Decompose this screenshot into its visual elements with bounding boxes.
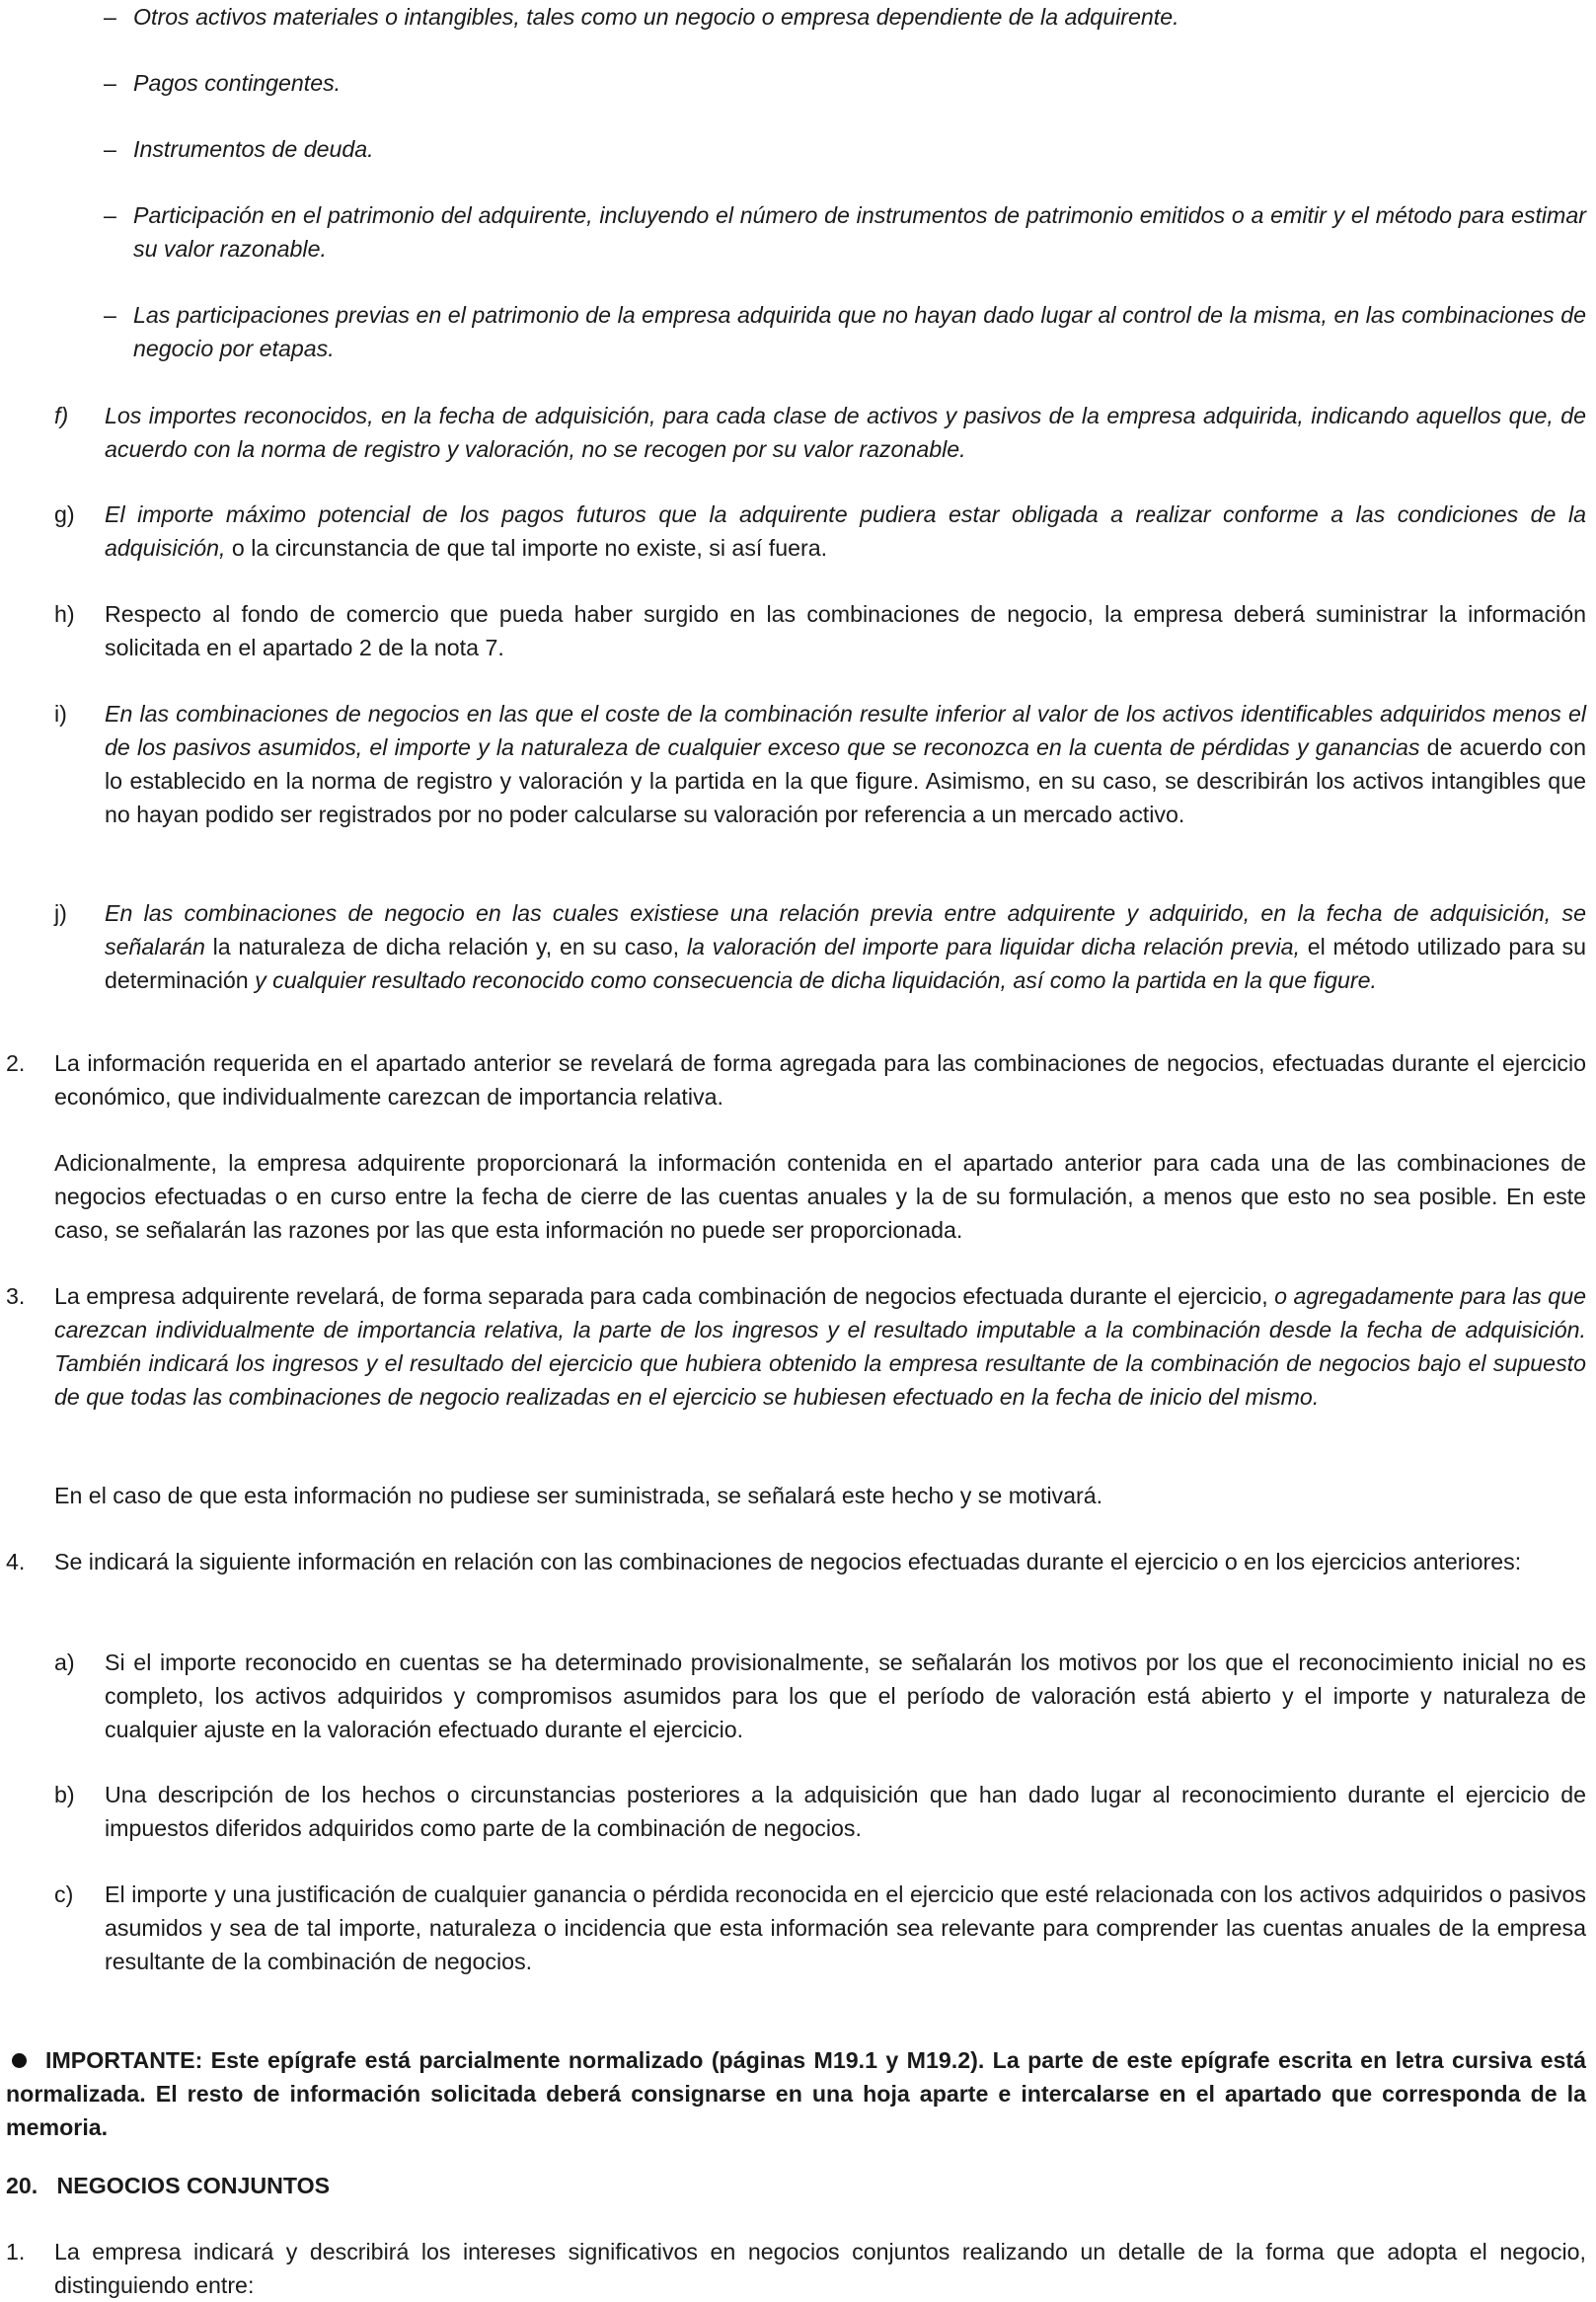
item-4-label-c: c) <box>54 1881 74 1907</box>
item-i-text: En las combinaciones de negocios en las que el coste de la combinación resulte inferior al valor de los activos identificables adquiridos menos el de los pasivos asumidos, el importe y la naturaleza de cualquier exceso que se reconozca en la cuenta de pérdidas y ganancias de acuerdo con lo establecido en la norma de registro y valoración y la partida en la que figure. Asimismo, en su caso, se describirán los activos intangibles que no hayan podido ser registrados por no poder calcularse su valoración por referencia a un mercado activo. <box>105 701 1586 827</box>
item-number-1: 1. <box>6 2239 26 2264</box>
item-2-text: La información requerida en el apartado anterior se revelará de forma agregada para las combinaciones de negocios, efectuadas durante el ejercicio económico, que individualmente carezcan de importancia relativa. <box>54 1050 1586 1110</box>
item-4b-text: Una descripción de los hechos o circunstancias posteriores a la adquisición que han dado lugar al reconocimiento durante el ejercicio de impuestos diferidos adquiridos como parte de la combinación de negocios. <box>105 1782 1586 1841</box>
dash-marker: – <box>104 202 116 228</box>
item-4c-text: El importe y una justificación de cualquier ganancia o pérdida reconocida en el ejercicio que esté relacionada con los activos adquiridos o pasivos asumidos y sea de tal importe, naturaleza o incidencia que esta información sea relevante para comprender las cuentas anuales de la empresa resultante de la combinación de negocios. <box>105 1881 1586 1974</box>
item-4a-text: Si el importe reconocido en cuentas se ha determinado provisionalmente, se señalarán los motivos por los que el reconocimiento inicial no es completo, los activos adquiridos y compromisos asumidos para los que el período de valoración está abierto y el importe y naturaleza de cualquier ajuste en la valoración efectuado durante el ejercicio. <box>105 1650 1586 1742</box>
dash-item-equity-participation: Participación en el patrimonio del adquirente, incluyendo el número de instrumentos de patrimonio emitidos o a emitir y el método para estimar su valor razonable. <box>133 202 1586 262</box>
section-20-item-1-text: La empresa indicará y describirá los intereses significativos en negocios conjuntos realizando un detalle de la forma que adopta el negocio, distinguiendo entre: <box>54 2239 1586 2298</box>
item-4-text: Se indicará la siguiente información en relación con las combinaciones de negocios efectuadas durante el ejercicio o en los ejercicios anteriores: <box>54 1549 1522 1574</box>
item-number-4: 4. <box>6 1549 26 1574</box>
dash-item-contingent-payments: Pagos contingentes. <box>133 70 342 96</box>
item-f-text: Los importes reconocidos, en la fecha de adquisición, para cada clase de activos y pasivos de la empresa adquirida, indicando aquellos que, de acuerdo con la norma de registro y valoración, no se recogen por su valor razonable. <box>105 403 1586 462</box>
item-4-label-b: b) <box>54 1782 75 1807</box>
dash-item-debt-instruments: Instrumentos de deuda. <box>133 136 374 162</box>
dash-marker: – <box>104 302 116 328</box>
item-number-2: 2. <box>6 1050 26 1076</box>
item-label-j: j) <box>54 900 67 926</box>
item-4-label-a: a) <box>54 1650 75 1675</box>
dash-item-other-assets: Otros activos materiales o intangibles, tales como un negocio o empresa dependiente de la adquirente. <box>133 4 1179 30</box>
item-3-text: La empresa adquirente revelará, de forma separada para cada combinación de negocios efectuada durante el ejercicio, o agregadamente para las que carezcan individualmente de importancia relativa, la parte de los ingresos y el resultado imputable a la combinación desde la fecha de adquisición. También indicará los ingresos y el resultado del ejercicio que hubiera obtenido la empresa resultante de la combinación de negocios bajo el supuesto de que todas las combinaciones de negocio realizadas en el ejercicio se hubiesen efectuado en la fecha de inicio del mismo. <box>54 1283 1586 1410</box>
section-20-heading: 20. NEGOCIOS CONJUNTOS <box>6 2173 331 2198</box>
dash-marker: – <box>104 70 116 96</box>
dash-marker: – <box>104 136 116 162</box>
item-number-3: 3. <box>6 1283 26 1309</box>
item-g-text: El importe máximo potencial de los pagos futuros que la adquirente pudiera estar obligada a realizar conforme a las condiciones de la adquisición, o la circunstancia de que tal importe no existe, si así fuera. <box>105 501 1586 561</box>
item-j-text: En las combinaciones de negocio en las cuales existiese una relación previa entre adquirente y adquirido, en la fecha de adquisición, se señalarán la naturaleza de dicha relación y, en su caso, la valoración del importe para liquidar dicha relación previa, el método utilizado para su determinación y cualquier resultado reconocido como consecuencia de dicha liquidación, así como la partida en la que figure. <box>105 900 1587 993</box>
item-label-g: g) <box>54 501 75 527</box>
item-2-additional-text: Adicionalmente, la empresa adquirente proporcionará la información contenida en el apartado anterior para cada una de las combinaciones de negocios efectuadas o en curso entre la fecha de cierre de las cuentas anuales y la de su formulación, a menos que esto no sea posible. En este caso, se señalarán las razones por las que esta información no puede ser proporcionada. <box>54 1150 1586 1243</box>
item-label-i: i) <box>54 701 67 727</box>
dash-item-previous-participations: Las participaciones previas en el patrimonio de la empresa adquirida que no hayan dado lugar al control de la misma, en las combinaciones de negocio por etapas. <box>133 302 1586 361</box>
item-label-h: h) <box>54 601 75 627</box>
important-notice: IMPORTANTE: Este epígrafe está parcialmente normalizado (páginas M19.1 y M19.2). La parte de este epígrafe escrita en letra cursiva está normalizada. El resto de información solicitada deberá consignarse en una hoja aparte e intercalarse en el apartado que corresponda de la memoria. <box>6 2047 1586 2140</box>
item-label-f: f) <box>54 403 69 428</box>
item-h-text: Respecto al fondo de comercio que pueda haber surgido en las combinaciones de negocio, la empresa deberá suministrar la información solicitada en el apartado 2 de la nota 7. <box>105 601 1586 660</box>
item-3-additional-text: En el caso de que esta información no pudiese ser suministrada, se señalará este hecho y se motivará. <box>54 1483 1103 1508</box>
dash-marker: – <box>104 4 116 30</box>
